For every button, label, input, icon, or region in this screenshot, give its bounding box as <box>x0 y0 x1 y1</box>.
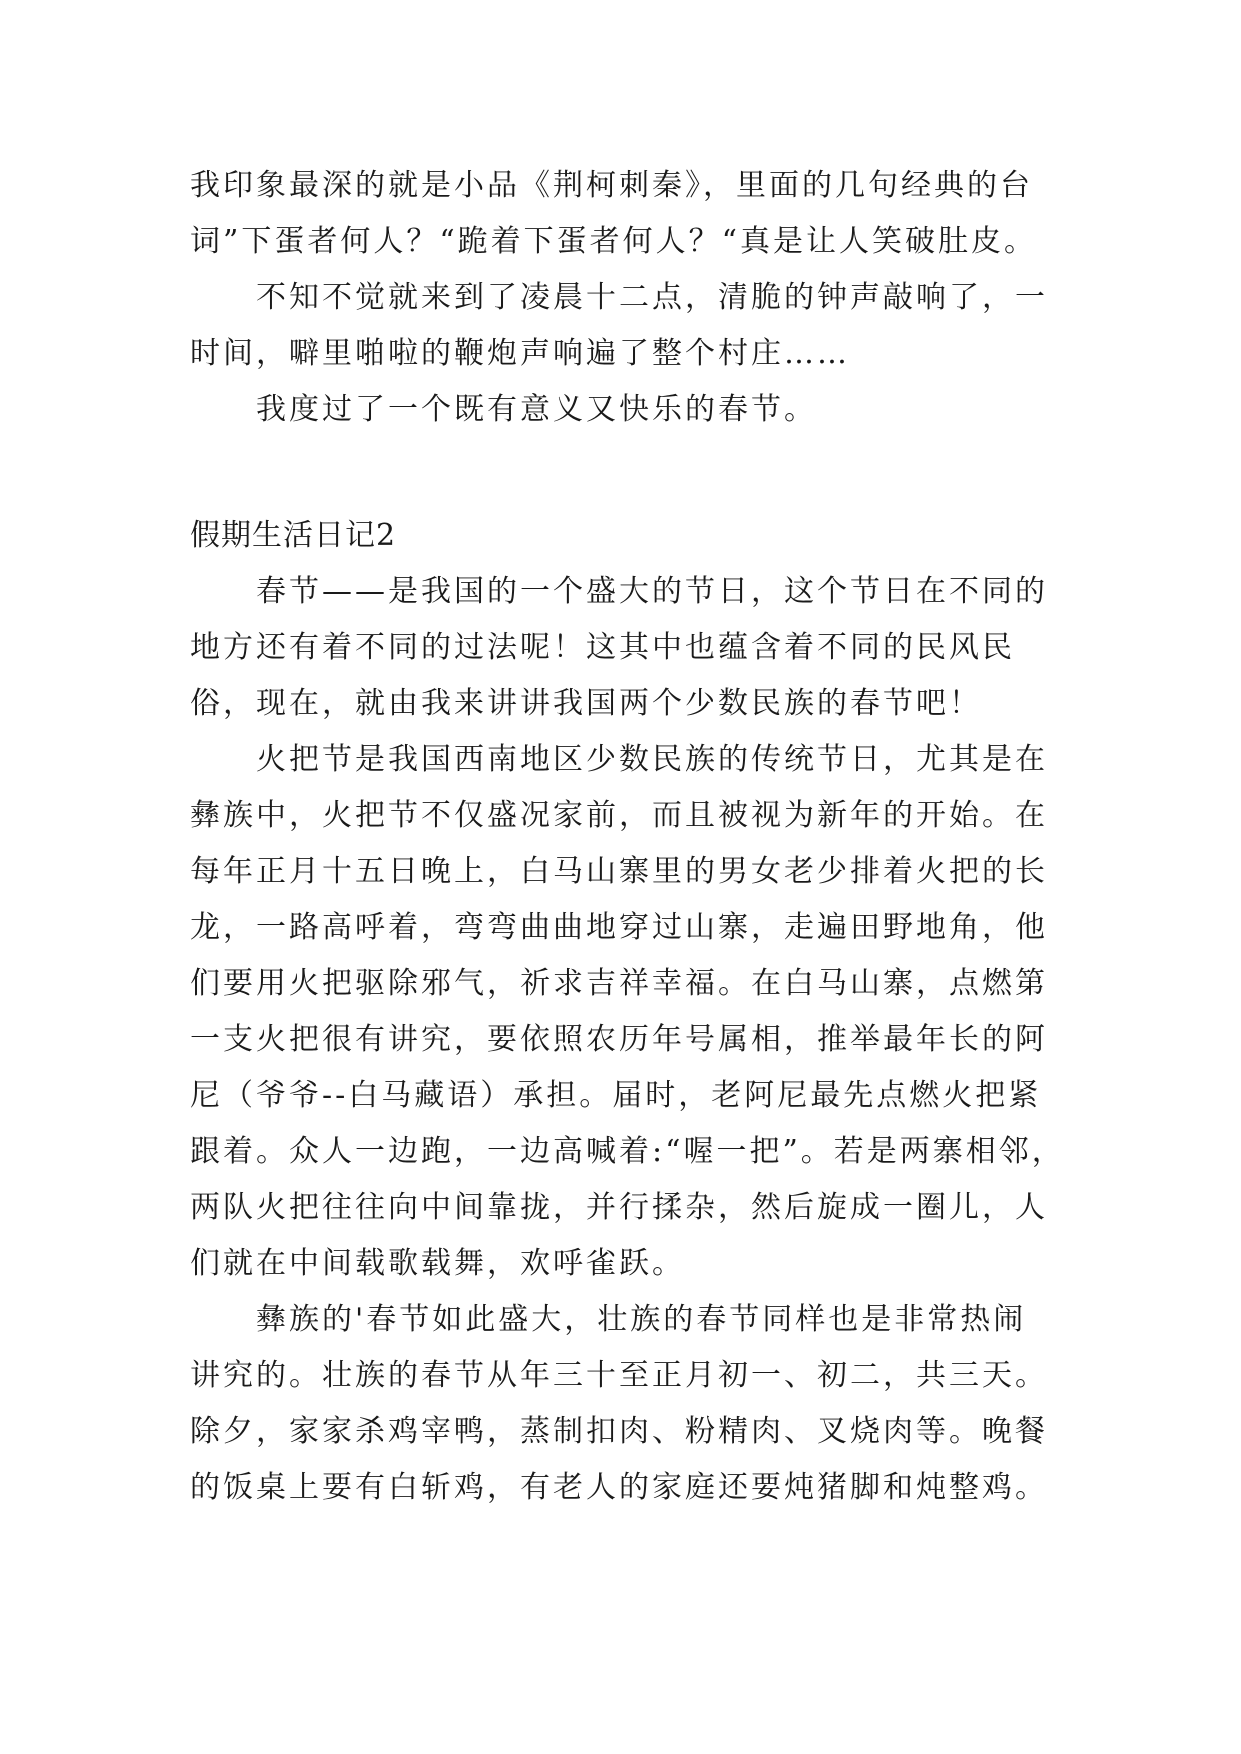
text-line: 两队火把往往向中间靠拢，并行揉杂，然后旋成一圈儿，人 <box>190 1190 1048 1225</box>
text-line: 不知不觉就来到了凌晨十二点，清脆的钟声敲响了，一 <box>256 280 1048 315</box>
text-line: 的饭桌上要有白斩鸡，有老人的家庭还要炖猪脚和炖整鸡。 <box>190 1470 1048 1505</box>
text-line: 我印象最深的就是小品《荆柯刺秦》，里面的几句经典的台 <box>190 168 1033 203</box>
diary-2-title: 假期生活日记2 <box>190 518 397 553</box>
text-line: 彝族中，火把节不仅盛况家前，而且被视为新年的开始。在 <box>190 798 1048 833</box>
text-line: 讲究的。壮族的春节从年三十至正月初一、初二，共三天。 <box>190 1358 1048 1393</box>
text-line: 尼（爷爷--白马藏语）承担。届时，老阿尼最先点燃火把紧 <box>190 1078 1042 1113</box>
text-line: 我度过了一个既有意义又快乐的春节。 <box>256 392 817 427</box>
diary-2-body <box>190 564 1070 1516</box>
text-line: 们要用火把驱除邪气，祈求吉祥幸福。在白马山寨，点燃第 <box>190 966 1048 1001</box>
text-line: 俗，现在，就由我来讲讲我国两个少数民族的春节吧！ <box>190 686 982 721</box>
text-line: 地方还有着不同的过法呢！这其中也蕴含着不同的民风民 <box>190 630 1015 665</box>
text-line: 每年正月十五日晚上，白马山寨里的男女老少排着火把的长 <box>190 854 1048 889</box>
text-line: 火把节是我国西南地区少数民族的传统节日，尤其是在 <box>256 742 1048 777</box>
text-line: 彝族的'春节如此盛大，壮族的春节同样也是非常热闹 <box>256 1302 1027 1337</box>
text-line: 春节——是我国的一个盛大的节日，这个节日在不同的 <box>256 574 1048 609</box>
text-line: 除夕，家家杀鸡宰鸭，蒸制扣肉、粉精肉、叉烧肉等。晚餐 <box>190 1414 1048 1449</box>
diary-1-ending <box>190 158 1070 438</box>
text-line: 龙，一路高呼着，弯弯曲曲地穿过山寨，走遍田野地角，他 <box>190 910 1048 945</box>
text-line: 一支火把很有讲究，要依照农历年号属相，推举最年长的阿 <box>190 1022 1048 1057</box>
text-line: 时间，噼里啪啦的鞭炮声响遍了整个村庄…… <box>190 336 850 371</box>
text-line: 词”下蛋者何人？“跪着下蛋者何人？“真是让人笑破肚皮。 <box>190 224 1038 259</box>
text-line: 们就在中间载歌载舞，欢呼雀跃。 <box>190 1246 685 1281</box>
text-line: 跟着。众人一边跑，一边高喊着:“喔一把”。若是两寨相邻， <box>190 1134 1065 1169</box>
